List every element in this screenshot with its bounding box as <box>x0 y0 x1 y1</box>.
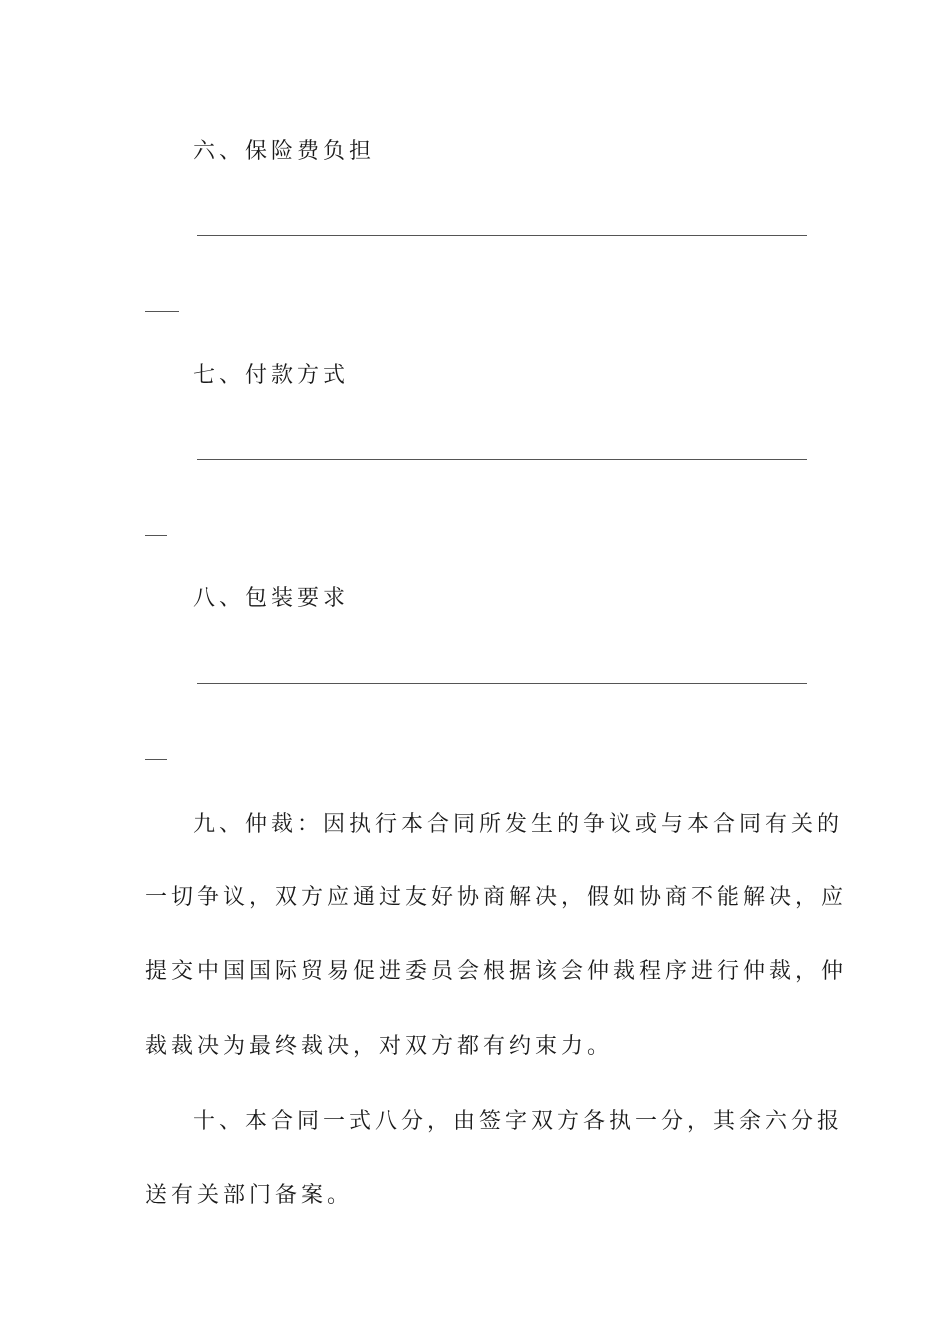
arbitration-paragraph-line: 九、仲裁：因执行本合同所发生的争议或与本合同有关的 <box>193 812 844 837</box>
copies-paragraph-line: 送有关部门备案。 <box>145 1183 354 1208</box>
arbitration-paragraph-line: 一切争议，双方应通过友好协商解决，假如协商不能解决，应 <box>145 885 848 910</box>
section-heading-payment: 七、付款方式 <box>193 363 350 388</box>
section-heading-packaging: 八、包装要求 <box>193 586 350 611</box>
section-heading-insurance: 六、保险费负担 <box>193 139 376 164</box>
fill-in-line <box>197 683 807 684</box>
fill-in-line-continuation <box>145 535 167 536</box>
fill-in-line-continuation <box>145 311 179 312</box>
fill-in-line <box>197 235 807 236</box>
fill-in-line <box>197 459 807 460</box>
arbitration-paragraph-line: 提交中国国际贸易促进委员会根据该会仲裁程序进行仲裁，仲 <box>145 959 848 984</box>
fill-in-line-continuation <box>145 759 167 760</box>
copies-paragraph-line: 十、本合同一式八分，由签字双方各执一分，其余六分报 <box>193 1109 844 1134</box>
arbitration-paragraph-line: 裁裁决为最终裁决，对双方都有约束力。 <box>145 1034 614 1059</box>
